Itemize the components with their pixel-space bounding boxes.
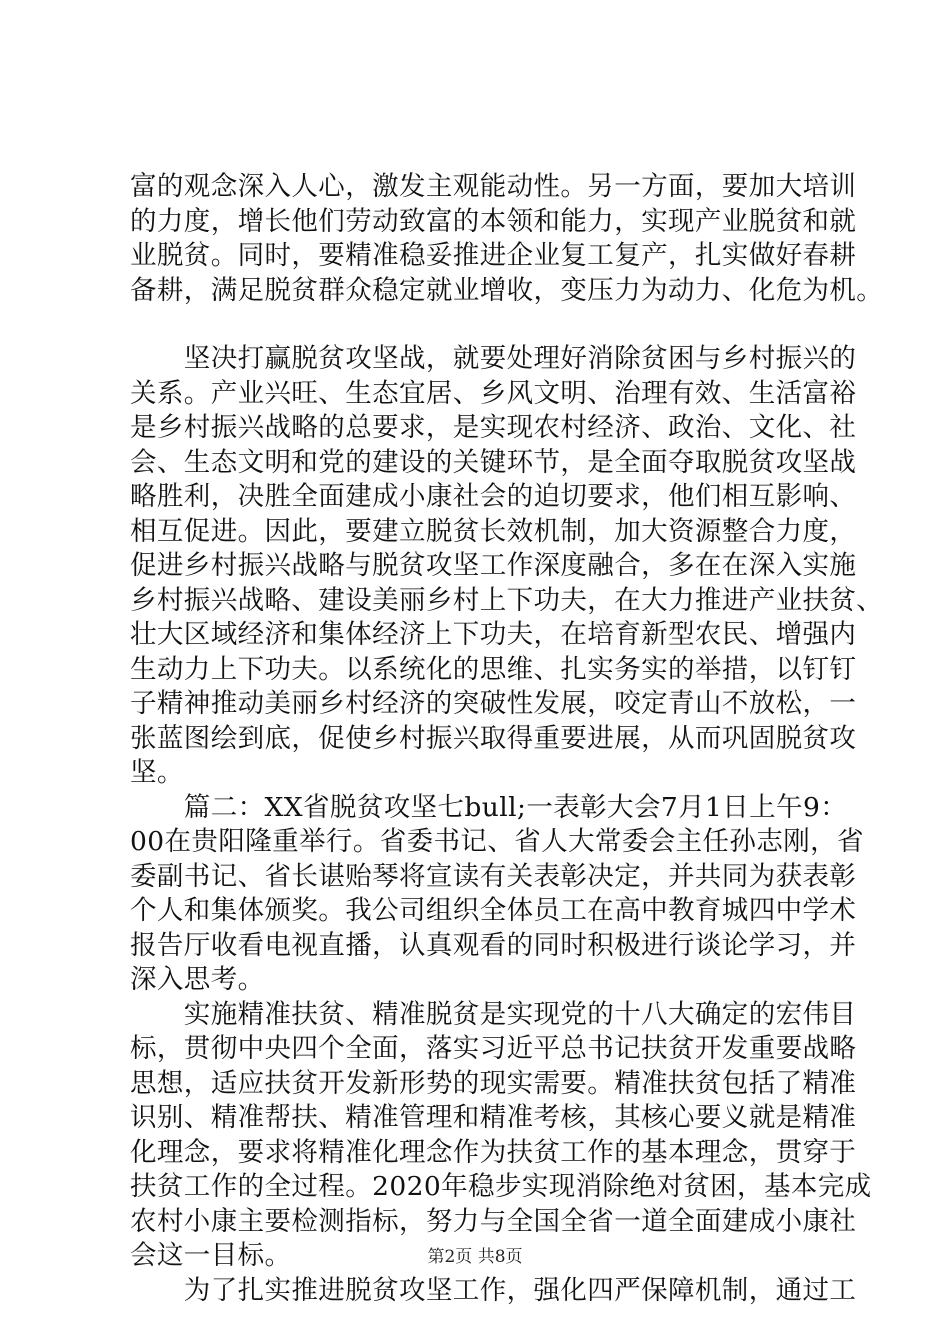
text-line: 会、生态文明和党的建设的关键环节，是全面夺取脱贫攻坚战 <box>130 446 857 478</box>
text-line: 的力度，增长他们劳动致富的本领和能力，实现产业脱贫和就 <box>130 205 857 237</box>
text-line: 是乡村振兴战略的总要求，是实现农村经济、政治、文化、社 <box>130 412 857 443</box>
text-line: 深入思考。 <box>130 964 265 995</box>
text-line: 子精神推动美丽乡村经济的突破性发展，咬定青山不放松，一 <box>130 688 857 719</box>
text-line: 张蓝图绘到底，促使乡村振兴取得重要进展，从而巩固脱贫攻 <box>130 722 857 754</box>
paragraph-5 <box>130 1274 857 1309</box>
text-line: 生动力上下功夫。以系统化的思维、扎实务实的举措，以钉钉 <box>130 653 857 685</box>
text-line: 报告厅收看电视直播，认真观看的同时积极进行谈论学习，并 <box>130 929 857 961</box>
text-line: 业脱贫。同时，要精准稳妥推进企业复工复产，扎实做好春耕 <box>130 240 857 271</box>
text-line: 个人和集体颁奖。我公司组织全体员工在高中教育城四中学术 <box>130 895 857 926</box>
paragraph-4 <box>130 998 872 1274</box>
document-body <box>130 170 884 1308</box>
text-line: 篇二：XX省脱贫攻坚七bull;一表彰大会7月1日上午9： <box>130 791 848 823</box>
text-line: 扶贫工作的全过程。2020年稳步实现消除绝对贫困，基本完成 <box>130 1171 872 1202</box>
text-line: 略胜利，决胜全面建成小康社会的迫切要求，他们相互影响、 <box>130 481 857 512</box>
paragraph-3 <box>130 791 864 998</box>
page-number-footer: 第2页 共8页 <box>427 1247 523 1267</box>
text-line: 识别、精准帮扶、精准管理和精准考核，其核心要义就是精准 <box>130 1102 857 1133</box>
paragraph-1 <box>130 170 884 308</box>
text-line: 坚决打赢脱贫攻坚战，就要处理好消除贫困与乡村振兴的 <box>130 343 857 374</box>
text-line: 富的观念深入人心，激发主观能动性。另一方面，要加大培训 <box>130 171 857 202</box>
text-line: 标，贯彻中央四个全面，落实习近平总书记扶贫开发重要战略 <box>130 1033 857 1064</box>
text-line: 坚。 <box>130 757 184 788</box>
text-line: 思想，适应扶贫开发新形势的现实需要。精准扶贫包括了精准 <box>130 1067 857 1099</box>
text-line: 壮大区域经济和集体经济上下功夫，在培育新型农民、增强内 <box>130 619 857 650</box>
text-line: 实施精准扶贫、精准脱贫是实现党的十八大确定的宏伟目 <box>130 998 857 1030</box>
text-line: 相互促进。因此，要建立脱贫长效机制，加大资源整合力度， <box>130 515 857 547</box>
paragraph-2 <box>130 342 884 791</box>
text-line: 乡村振兴战略、建设美丽乡村上下功夫，在大力推进产业扶贫、 <box>130 584 884 616</box>
paragraph-spacer <box>130 308 850 342</box>
text-line: 关系。产业兴旺、生态宜居、乡风文明、治理有效、生活富裕 <box>130 377 857 409</box>
text-line: 农村小康主要检测指标，努力与全国全省一道全面建成小康社 <box>130 1205 857 1237</box>
text-line: 备耕，满足脱贫群众稳定就业增收，变压力为动力、化危为机。 <box>130 274 884 306</box>
text-line: 00在贵阳隆重举行。省委书记、省人大常委会主任孙志刚，省 <box>130 826 864 857</box>
text-line: 化理念，要求将精准化理念作为扶贫工作的基本理念，贯穿于 <box>130 1136 857 1168</box>
text-line: 为了扎实推进脱贫攻坚工作，强化四严保障机制，通过工 <box>130 1274 857 1306</box>
text-line: 促进乡村振兴战略与脱贫攻坚工作深度融合，多在在深入实施 <box>130 550 857 581</box>
text-line: 委副书记、省长谌贻琴将宣读有关表彰决定，并共同为获表彰 <box>130 860 857 892</box>
text-line: 会这一目标。 <box>130 1240 292 1271</box>
